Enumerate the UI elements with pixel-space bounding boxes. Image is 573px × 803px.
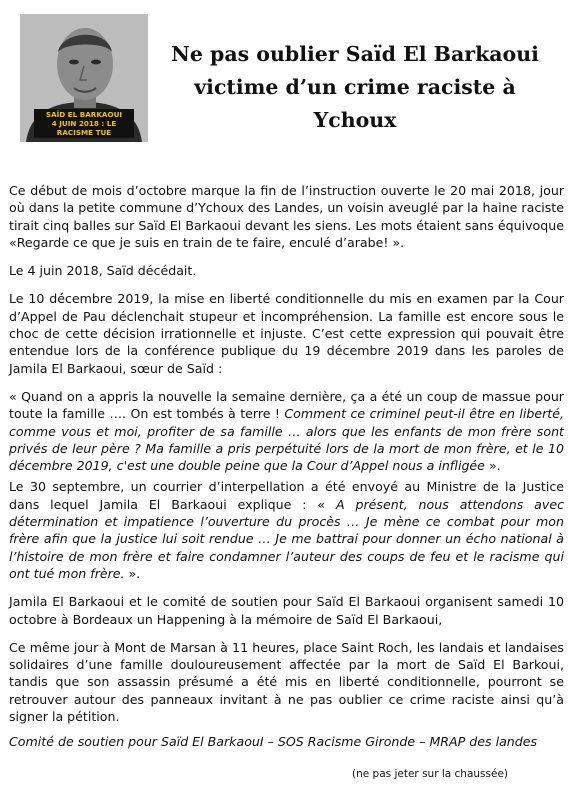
page-title: Ne pas oublier Saïd El Barkaoui victime d’un crime raciste à Ychoux [171, 42, 539, 132]
signature: Comité de soutien pour Saïd El BarkaouI – SOS Racisme Gironde – MRAP des landes [9, 734, 538, 749]
letter-italic: A présent, nous attendons avec détermination et impatience l’ouverture du procès … Je mène ce combat pour mon frère afin que la justice lui soit rendue … Je me battrai pour donner un écho national à l’histoire de mon frère et faire condamner l’auteur des coups de feu et le racisme qui ont tué mon frère. [9, 496, 565, 581]
quote-end: ». [484, 458, 501, 474]
paragraph-death-date: Le 4 juin 2018, Saïd décédait. [9, 263, 197, 279]
paragraph-intro: Ce début de mois d’octobre marque la fin de l’instruction ouverte le 20 mai 2018, jour où dans la petite commune d’Ychoux des Landes, un voisin aveuglé par la haine raciste tirait cinq balles sur Saïd El Barkaoui devant les siens. Les mots étaient sans équivoque «Regarde ce que je suis en train de te faire, enculé d’arabe! ». [9, 183, 564, 250]
paragraph-release: Le 10 décembre 2019, la mise en liberté conditionnelle du mis en examen par la Cour d’Appel de Pau déclenchait stupeur et incompréhension. La famille est encore sous le choc de cette décision irrationnelle et injuste. C’est cette expression qui pouvait être entendue lors de la conférence publique du 19 décembre 2019 dans les paroles de Jamila El Barkaoui, sœur de Saïd : [9, 291, 564, 376]
paragraph-letter [9, 478, 564, 582]
footnote: (ne pas jeter sur la chaussée) [352, 768, 509, 780]
photo-caption-name: SAÏD EL BARKAOUI [45, 110, 123, 119]
quote-italic: Comment ce criminel peut-il être en liberté, comme vous et moi, profiter de sa famille … alors que les enfants de mon frère sont privés de leur père ? Ma famille a pris perpétuité lors de la mort de mon frère, et le 10 décembre 2019, c'est une double peine que la Cour d’Appel nous a infligée [9, 406, 564, 474]
article-body [9, 182, 564, 736]
letter-end: ». [124, 565, 141, 581]
paragraph-happening: Jamila El Barkaoui et le comité de soutien pour Saïd El Barkaoui organisent samedi 10 octobre à Bordeaux un Happening à la mémoire de Saïd El Barkaoui, [9, 594, 564, 627]
photo-caption-slogan: 4 JUIN 2018 : LE RACISME TUE [51, 119, 117, 137]
portrait-photo [20, 14, 148, 142]
letter-text: Le 30 septembre, un courrier d’interpellation a été envoyé au Ministre de la Justice dans lequel Jamila El Barkaoui explique : « [9, 479, 564, 512]
paragraph-mont-de-marsan: Ce même jour à Mont de Marsan à 11 heures, place Saint Roch, les landais et landaises solidaires d’une famille douloureusement affectée par la mort de Saïd El Barkoui, tandis que son assassin présumé a été mis en liberté conditionnelle, pourront se retrouver autour des panneaux invitant à ne pas oublier ce crime raciste ainsi qu’à signer la pétition. [9, 639, 564, 725]
paragraph-family-quote [9, 388, 564, 474]
quote-text: « Quand on a appris la nouvelle la semaine dernière, ça a été un coup de massue pour toute la famille …. On est tombés à terre ! [9, 388, 564, 422]
photo-caption [34, 109, 134, 138]
